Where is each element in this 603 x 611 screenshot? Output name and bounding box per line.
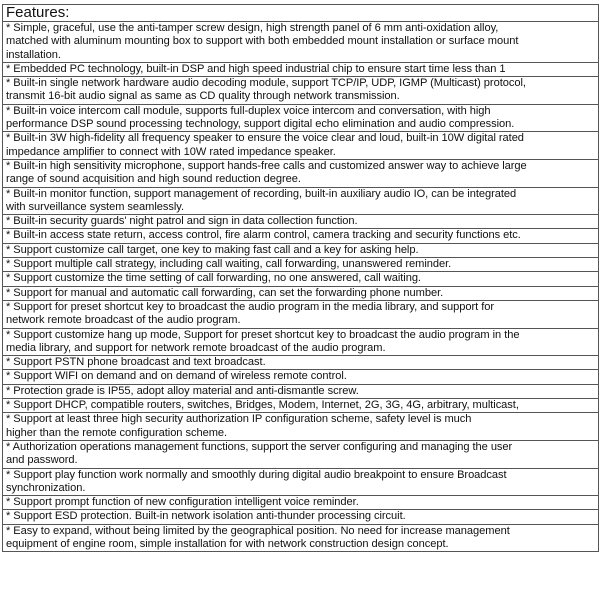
table-row: [3, 258, 599, 272]
table-row: [3, 468, 599, 496]
feature-text: * Built-in monitor function, support management of recording, built-in auxiliary audio IO, can be integrated with surveillance system seamlessly.: [6, 187, 517, 213]
feature-text: * Authorization operations management functions, support the server configuring and managing the user and password.: [6, 440, 513, 467]
table-row: [3, 328, 599, 356]
table-row: [3, 440, 599, 468]
table-row: [3, 300, 599, 328]
table-row: [3, 356, 599, 370]
feature-text: * Built-in 3W high-fidelity all frequency speaker to ensure the voice clear and loud, built-in 10W digital rated impedance amplifier to connect with 10W rated impedance speaker.: [6, 132, 524, 158]
table-row: [3, 159, 599, 187]
table-row: [3, 243, 599, 257]
feature-text: * Embedded PC technology, built-in DSP and high speed industrial chip to ensure start time less than 1: [6, 62, 506, 75]
table-row: [3, 22, 599, 63]
feature-text: * Support play function work normally and smoothly during digital audio breakpoint to ensure Broadcast synchronization.: [6, 468, 507, 494]
table-row: [3, 272, 599, 286]
table-row: [3, 399, 599, 413]
feature-text: * Support at least three high security authorization IP configuration scheme, safety level is much higher than the remote configuration scheme.: [6, 413, 472, 439]
table-row: [3, 215, 599, 229]
table-row: [3, 104, 599, 132]
feature-text: * Built-in high sensitivity microphone, support hands-free calls and customized answer way to achieve large range of sound acquisition and high sound reduction degree.: [6, 159, 527, 186]
table-row: [3, 510, 599, 524]
feature-text: * Support customize the time setting of call forwarding, no one answered, call waiting.: [6, 272, 421, 285]
table-row: [3, 132, 599, 160]
feature-text: * Support multiple call strategy, including call waiting, call forwarding, unanswered reminder.: [6, 258, 452, 271]
feature-text: * Support PSTN phone broadcast and text broadcast.: [6, 356, 266, 369]
table-row: [3, 286, 599, 300]
feature-text: * Built-in security guards' night patrol and sign in data collection function.: [6, 215, 358, 228]
features-table: [2, 4, 599, 552]
table-row: [3, 77, 599, 105]
feature-text: * Support for preset shortcut key to broadcast the audio program in the media library, and support for network remote broadcast of the audio program.: [6, 300, 495, 327]
feature-text: * Support for manual and automatic call forwarding, can set the forwarding phone number.: [6, 286, 444, 299]
feature-text: * Support WIFI on demand and on demand of wireless remote control.: [6, 370, 347, 383]
feature-text: * Simple, graceful, use the anti-tamper screw design, high strength panel of 6 mm anti-oxidation alloy, matched with aluminum mounting box to support with both embedded mount installation or surface mount installation.: [6, 22, 519, 61]
feature-text: * Support customize call target, one key to making fast call and a key for asking help.: [6, 243, 419, 256]
feature-text: * Built-in single network hardware audio decoding module, support TCP/IP, UDP, IGMP (Multicast) protocol, transmit 16-bit audio signal as same as CD quality through network transmission.: [6, 77, 526, 103]
table-row: [3, 229, 599, 243]
features-title: Features:: [3, 5, 599, 22]
table-row: [3, 413, 599, 441]
feature-text: * Built-in voice intercom call module, supports full-duplex voice intercom and conversation, with high performance DSP sound processing technology, support digital echo elimination and audio compression.: [6, 104, 515, 131]
table-row: [3, 496, 599, 510]
table-row: [3, 524, 599, 552]
table-header-row: [3, 5, 599, 22]
feature-text: * Built-in access state return, access control, fire alarm control, camera tracking and security functions etc.: [6, 229, 521, 242]
feature-text: * Easy to expand, without being limited by the geographical position. No need for increase management equipment of engine room, simple installation for with network construction design concept.: [6, 524, 510, 550]
table-row: [3, 370, 599, 384]
table-row: [3, 187, 599, 215]
feature-text: * Support prompt function of new configuration intelligent voice reminder.: [6, 496, 359, 509]
feature-text: * Protection grade is IP55, adopt alloy material and anti-dismantle screw.: [6, 384, 359, 397]
table-row: [3, 62, 599, 76]
table-row: [3, 384, 599, 398]
feature-text: * Support DHCP, compatible routers, switches, Bridges, Modem, Internet, 2G, 3G, 4G, arbitrary, multicast,: [6, 399, 519, 412]
feature-text: * Support ESD protection. Built-in network isolation anti-thunder processing circuit.: [6, 510, 406, 523]
feature-text: * Support customize hang up mode, Support for preset shortcut key to broadcast the audio program in the media library, and support for network remote broadcast of the audio program.: [6, 328, 520, 354]
